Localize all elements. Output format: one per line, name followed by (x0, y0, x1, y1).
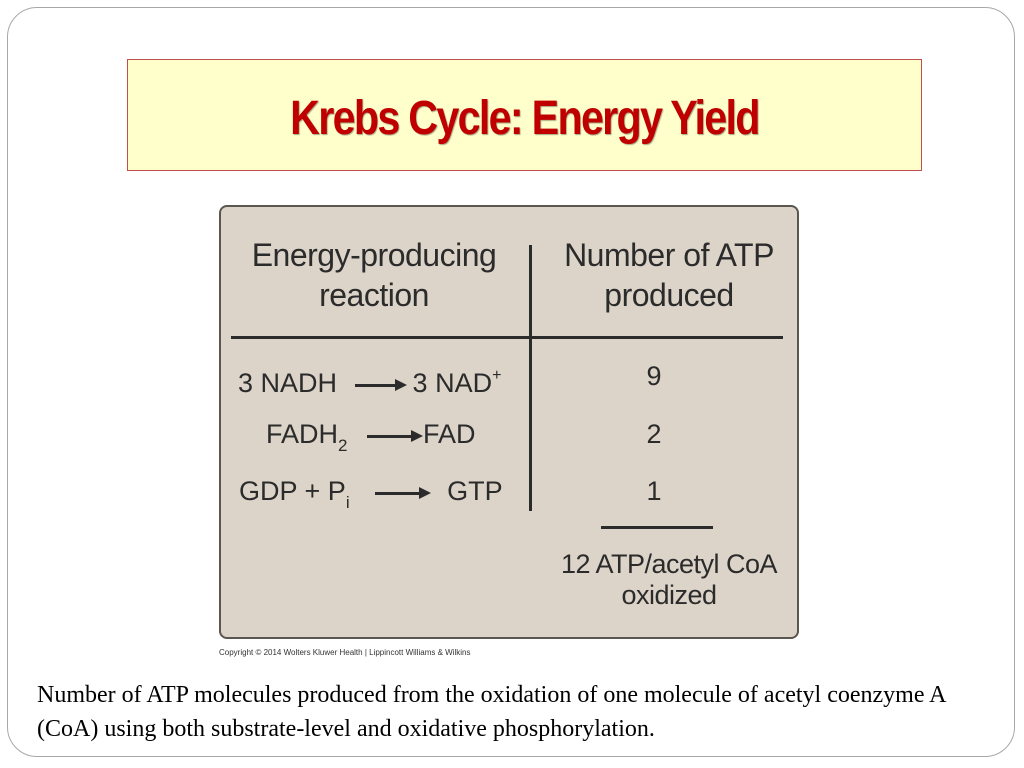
reactant-subscript: i (345, 493, 350, 512)
header-reaction-line2: reaction (319, 277, 429, 313)
copyright-notice: Copyright © 2014 Wolters Kluwer Health | Lippincott Williams & Wilkins (219, 648, 471, 657)
product: 3 NAD (412, 368, 493, 398)
reactant: GDP + P (239, 476, 346, 506)
header-reaction-line1: Energy-producing (251, 237, 497, 273)
atp-value-gdp: 1 (646, 476, 662, 506)
arrow-icon (367, 421, 423, 451)
header-divider (231, 336, 783, 339)
atp-value-nadh: 9 (646, 361, 662, 391)
arrow-icon (355, 370, 407, 400)
atp-yield-table (219, 205, 799, 639)
reactant-subscript: 2 (338, 436, 348, 455)
product: FAD (423, 419, 476, 449)
sum-line (601, 526, 713, 529)
reactant: FADH (266, 419, 339, 449)
reactant: 3 NADH (238, 368, 338, 398)
product: GTP (447, 476, 503, 506)
column-divider (529, 245, 532, 511)
arrow-icon (375, 478, 431, 508)
header-reaction (229, 235, 519, 315)
reaction-row-nadh (238, 361, 501, 400)
header-atp (539, 235, 799, 315)
reaction-row-gdp (239, 476, 503, 518)
total-atp (539, 549, 799, 611)
total-line2: oxidized (621, 580, 717, 610)
product-superscript: + (492, 367, 502, 384)
reaction-row-fadh2 (266, 419, 476, 461)
figure-caption: Number of ATP molecules produced from the oxidation of one molecule of acetyl coenzyme A (CoA) using both substrate-level and oxidative phosphorylation. (37, 682, 946, 742)
slide-title: Krebs Cycle: Energy Yield (290, 91, 759, 145)
atp-value-fadh2: 2 (646, 419, 662, 449)
title-box (127, 59, 922, 171)
total-line1: 12 ATP/acetyl CoA (560, 549, 778, 579)
header-atp-line2: produced (604, 277, 734, 313)
header-atp-line1: Number of ATP (564, 237, 774, 273)
